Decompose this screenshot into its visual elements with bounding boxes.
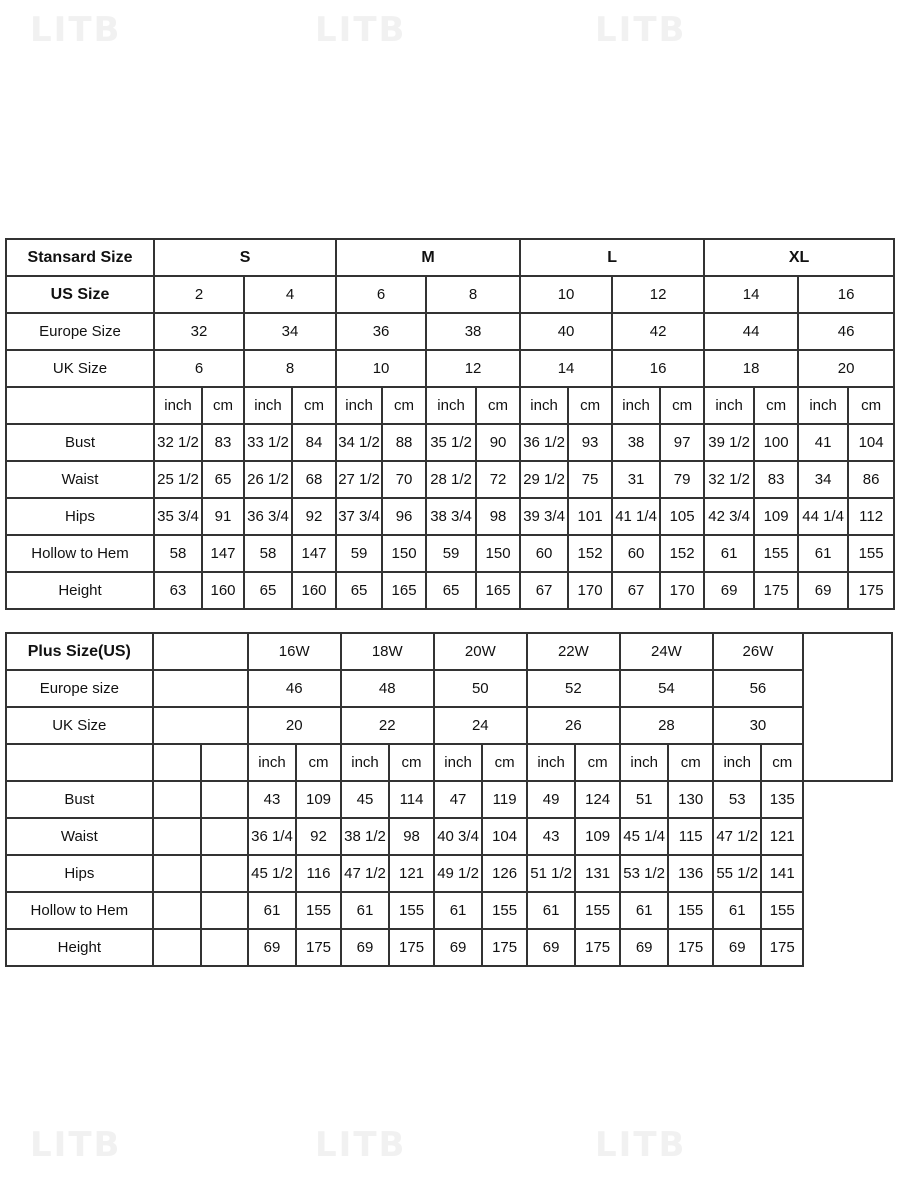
uk-size-label: UK Size xyxy=(6,350,154,387)
measurement-value: 53 1/2 xyxy=(620,855,669,892)
measurement-value: 105 xyxy=(660,498,704,535)
measurement-value: 61 xyxy=(620,892,669,929)
measurement-value: 150 xyxy=(382,535,426,572)
plus-eu-cell: 50 xyxy=(434,670,527,707)
us-size-row xyxy=(6,276,894,313)
measurement-value: 69 xyxy=(341,929,390,966)
plus-measurement-row xyxy=(6,929,892,966)
measurement-value: 31 xyxy=(612,461,660,498)
unit-cm-header: cm xyxy=(668,744,713,781)
measurement-value: 160 xyxy=(202,572,244,609)
measurement-row xyxy=(6,572,894,609)
measurement-value: 155 xyxy=(761,892,802,929)
measurement-value: 93 xyxy=(568,424,612,461)
measurement-value: 141 xyxy=(761,855,802,892)
us-size-label: US Size xyxy=(6,276,154,313)
uk-size-cell: 8 xyxy=(244,350,336,387)
measurement-value: 84 xyxy=(292,424,336,461)
measurement-label: Waist xyxy=(6,461,154,498)
uk-size-cell: 14 xyxy=(520,350,612,387)
measurement-value: 38 3/4 xyxy=(426,498,476,535)
plus-us-size-cell: 26W xyxy=(713,633,803,670)
measurement-value: 152 xyxy=(568,535,612,572)
measurement-value: 41 xyxy=(798,424,848,461)
measurement-value: 67 xyxy=(520,572,568,609)
measurement-value: 90 xyxy=(476,424,520,461)
plus-size-table xyxy=(5,632,893,967)
size-group-m: M xyxy=(336,239,520,276)
measurement-value: 38 1/2 xyxy=(341,818,390,855)
plus-blank-cell xyxy=(201,818,248,855)
measurement-value: 49 xyxy=(527,781,576,818)
plus-eu-label: Europe size xyxy=(6,670,153,707)
measurement-value: 165 xyxy=(476,572,520,609)
measurement-row xyxy=(6,424,894,461)
measurement-value: 69 xyxy=(798,572,848,609)
unit-inch-header: inch xyxy=(248,744,297,781)
plus-blank-cell xyxy=(153,929,202,966)
eu-size-cell: 34 xyxy=(244,313,336,350)
measurement-value: 51 1/2 xyxy=(527,855,576,892)
measurement-label: Waist xyxy=(6,818,153,855)
unit-inch-header: inch xyxy=(798,387,848,424)
eu-size-row xyxy=(6,313,894,350)
us-size-cell: 6 xyxy=(336,276,426,313)
measurement-value: 44 1/4 xyxy=(798,498,848,535)
plus-unit-row xyxy=(6,744,892,781)
measurement-value: 175 xyxy=(482,929,527,966)
eu-size-cell: 46 xyxy=(798,313,894,350)
eu-size-cell: 44 xyxy=(704,313,798,350)
plus-measurement-row xyxy=(6,892,892,929)
measurement-value: 33 1/2 xyxy=(244,424,292,461)
measurement-value: 61 xyxy=(434,892,483,929)
measurement-row xyxy=(6,498,894,535)
eu-size-cell: 40 xyxy=(520,313,612,350)
measurement-value: 104 xyxy=(848,424,894,461)
watermark-logo: LITB xyxy=(595,10,687,50)
measurement-label: Bust xyxy=(6,424,154,461)
measurement-value: 147 xyxy=(292,535,336,572)
us-size-cell: 2 xyxy=(154,276,244,313)
measurement-value: 55 1/2 xyxy=(713,855,762,892)
measurement-value: 65 xyxy=(336,572,382,609)
measurement-value: 35 3/4 xyxy=(154,498,202,535)
measurement-label: Height xyxy=(6,929,153,966)
measurement-value: 47 xyxy=(434,781,483,818)
plus-measurement-row xyxy=(6,855,892,892)
measurement-value: 155 xyxy=(482,892,527,929)
measurement-value: 65 xyxy=(202,461,244,498)
unit-inch-header: inch xyxy=(244,387,292,424)
measurement-value: 40 3/4 xyxy=(434,818,483,855)
measurement-value: 92 xyxy=(296,818,341,855)
measurement-value: 69 xyxy=(704,572,754,609)
measurement-value: 175 xyxy=(848,572,894,609)
unit-cm-header: cm xyxy=(482,744,527,781)
plus-blank-cell xyxy=(153,633,248,670)
measurement-value: 130 xyxy=(668,781,713,818)
measurement-value: 67 xyxy=(612,572,660,609)
measurement-value: 119 xyxy=(482,781,527,818)
plus-blank-cell xyxy=(201,744,248,781)
uk-size-cell: 10 xyxy=(336,350,426,387)
unit-inch-header: inch xyxy=(520,387,568,424)
measurement-value: 45 1/4 xyxy=(620,818,669,855)
measurement-label: Bust xyxy=(6,781,153,818)
unit-inch-header: inch xyxy=(704,387,754,424)
measurement-value: 101 xyxy=(568,498,612,535)
plus-us-size-cell: 22W xyxy=(527,633,620,670)
measurement-value: 45 1/2 xyxy=(248,855,297,892)
size-group-xl: XL xyxy=(704,239,894,276)
plus-uk-cell: 26 xyxy=(527,707,620,744)
unit-cm-header: cm xyxy=(660,387,704,424)
measurement-value: 175 xyxy=(296,929,341,966)
watermark-logo: LITB xyxy=(30,1125,122,1165)
unit-cm-header: cm xyxy=(476,387,520,424)
measurement-value: 34 xyxy=(798,461,848,498)
plus-measurement-row xyxy=(6,781,892,818)
measurement-row xyxy=(6,535,894,572)
plus-eu-row xyxy=(6,670,892,707)
measurement-value: 34 1/2 xyxy=(336,424,382,461)
measurement-value: 47 1/2 xyxy=(341,855,390,892)
measurement-value: 112 xyxy=(848,498,894,535)
measurement-value: 47 1/2 xyxy=(713,818,762,855)
plus-empty-column xyxy=(803,633,892,781)
measurement-value: 51 xyxy=(620,781,669,818)
plus-eu-cell: 56 xyxy=(713,670,803,707)
plus-uk-label: UK Size xyxy=(6,707,153,744)
measurement-value: 155 xyxy=(668,892,713,929)
measurement-value: 27 1/2 xyxy=(336,461,382,498)
measurement-value: 79 xyxy=(660,461,704,498)
measurement-label: Height xyxy=(6,572,154,609)
plus-eu-cell: 48 xyxy=(341,670,434,707)
measurement-value: 35 1/2 xyxy=(426,424,476,461)
unit-inch-header: inch xyxy=(336,387,382,424)
watermark-logo: LITB xyxy=(30,10,122,50)
measurement-value: 83 xyxy=(754,461,798,498)
measurement-value: 69 xyxy=(620,929,669,966)
measurement-value: 39 3/4 xyxy=(520,498,568,535)
measurement-value: 61 xyxy=(527,892,576,929)
us-size-cell: 14 xyxy=(704,276,798,313)
plus-uk-cell: 28 xyxy=(620,707,713,744)
measurement-value: 53 xyxy=(713,781,762,818)
measurement-value: 42 3/4 xyxy=(704,498,754,535)
measurement-value: 39 1/2 xyxy=(704,424,754,461)
measurement-value: 135 xyxy=(761,781,802,818)
eu-size-label: Europe Size xyxy=(6,313,154,350)
plus-blank-cell xyxy=(201,855,248,892)
unit-inch-header: inch xyxy=(620,744,669,781)
plus-header-label: Plus Size(US) xyxy=(6,633,153,670)
unit-cm-header: cm xyxy=(202,387,244,424)
measurement-value: 65 xyxy=(426,572,476,609)
plus-blank-cell xyxy=(153,818,202,855)
measurement-value: 96 xyxy=(382,498,426,535)
measurement-value: 58 xyxy=(154,535,202,572)
measurement-value: 61 xyxy=(713,892,762,929)
plus-us-size-cell: 20W xyxy=(434,633,527,670)
uk-size-cell: 16 xyxy=(612,350,704,387)
measurement-value: 28 1/2 xyxy=(426,461,476,498)
measurement-value: 25 1/2 xyxy=(154,461,202,498)
measurement-value: 69 xyxy=(527,929,576,966)
measurement-value: 37 3/4 xyxy=(336,498,382,535)
measurement-label: Hips xyxy=(6,498,154,535)
eu-size-cell: 38 xyxy=(426,313,520,350)
us-size-cell: 12 xyxy=(612,276,704,313)
unit-cm-header: cm xyxy=(296,744,341,781)
measurement-value: 104 xyxy=(482,818,527,855)
measurement-value: 114 xyxy=(389,781,434,818)
measurement-value: 60 xyxy=(520,535,568,572)
measurement-value: 97 xyxy=(660,424,704,461)
measurement-value: 147 xyxy=(202,535,244,572)
measurement-value: 32 1/2 xyxy=(154,424,202,461)
uk-size-cell: 18 xyxy=(704,350,798,387)
plus-blank-cell xyxy=(153,670,248,707)
standard-header-row xyxy=(6,239,894,276)
plus-uk-cell: 24 xyxy=(434,707,527,744)
measurement-label: Hollow to Hem xyxy=(6,892,153,929)
measurement-value: 65 xyxy=(244,572,292,609)
measurement-value: 29 1/2 xyxy=(520,461,568,498)
unit-cm-header: cm xyxy=(848,387,894,424)
measurement-label: Hollow to Hem xyxy=(6,535,154,572)
measurement-value: 100 xyxy=(754,424,798,461)
plus-blank-cell xyxy=(153,781,202,818)
eu-size-cell: 36 xyxy=(336,313,426,350)
uk-size-cell: 20 xyxy=(798,350,894,387)
measurement-value: 155 xyxy=(389,892,434,929)
unit-inch-header: inch xyxy=(713,744,762,781)
measurement-value: 116 xyxy=(296,855,341,892)
unit-cm-header: cm xyxy=(389,744,434,781)
plus-blank-cell xyxy=(153,855,202,892)
measurement-value: 170 xyxy=(568,572,612,609)
measurement-value: 60 xyxy=(612,535,660,572)
plus-eu-cell: 46 xyxy=(248,670,341,707)
measurement-value: 49 1/2 xyxy=(434,855,483,892)
unit-row-blank xyxy=(6,387,154,424)
eu-size-cell: 42 xyxy=(612,313,704,350)
unit-inch-header: inch xyxy=(612,387,660,424)
measurement-value: 43 xyxy=(527,818,576,855)
unit-row-blank xyxy=(6,744,153,781)
measurement-value: 41 1/4 xyxy=(612,498,660,535)
measurement-value: 109 xyxy=(754,498,798,535)
measurement-value: 124 xyxy=(575,781,620,818)
measurement-value: 61 xyxy=(341,892,390,929)
measurement-value: 165 xyxy=(382,572,426,609)
plus-uk-row xyxy=(6,707,892,744)
measurement-value: 92 xyxy=(292,498,336,535)
plus-eu-cell: 54 xyxy=(620,670,713,707)
measurement-value: 155 xyxy=(754,535,798,572)
measurement-value: 131 xyxy=(575,855,620,892)
us-size-cell: 4 xyxy=(244,276,336,313)
unit-cm-header: cm xyxy=(575,744,620,781)
measurement-value: 152 xyxy=(660,535,704,572)
measurement-value: 98 xyxy=(389,818,434,855)
measurement-value: 68 xyxy=(292,461,336,498)
measurement-value: 170 xyxy=(660,572,704,609)
measurement-value: 69 xyxy=(434,929,483,966)
measurement-value: 86 xyxy=(848,461,894,498)
measurement-value: 121 xyxy=(761,818,802,855)
plus-blank-cell xyxy=(201,781,248,818)
unit-inch-header: inch xyxy=(154,387,202,424)
plus-blank-cell xyxy=(201,892,248,929)
measurement-value: 36 1/2 xyxy=(520,424,568,461)
measurement-value: 38 xyxy=(612,424,660,461)
unit-cm-header: cm xyxy=(568,387,612,424)
measurement-value: 58 xyxy=(244,535,292,572)
measurement-value: 175 xyxy=(575,929,620,966)
measurement-row xyxy=(6,461,894,498)
unit-row xyxy=(6,387,894,424)
plus-header-row xyxy=(6,633,892,670)
measurement-value: 175 xyxy=(754,572,798,609)
unit-cm-header: cm xyxy=(754,387,798,424)
unit-inch-header: inch xyxy=(434,744,483,781)
eu-size-cell: 32 xyxy=(154,313,244,350)
measurement-value: 75 xyxy=(568,461,612,498)
plus-uk-cell: 30 xyxy=(713,707,803,744)
measurement-value: 88 xyxy=(382,424,426,461)
measurement-value: 45 xyxy=(341,781,390,818)
us-size-cell: 16 xyxy=(798,276,894,313)
measurement-label: Hips xyxy=(6,855,153,892)
measurement-value: 69 xyxy=(713,929,762,966)
measurement-value: 36 3/4 xyxy=(244,498,292,535)
unit-inch-header: inch xyxy=(426,387,476,424)
measurement-value: 160 xyxy=(292,572,336,609)
watermark-logo: LITB xyxy=(315,10,407,50)
plus-blank-cell xyxy=(201,929,248,966)
unit-cm-header: cm xyxy=(382,387,426,424)
measurement-value: 109 xyxy=(296,781,341,818)
watermark-logo: LITB xyxy=(315,1125,407,1165)
measurement-value: 155 xyxy=(575,892,620,929)
measurement-value: 43 xyxy=(248,781,297,818)
measurement-value: 155 xyxy=(296,892,341,929)
measurement-value: 59 xyxy=(426,535,476,572)
unit-cm-header: cm xyxy=(292,387,336,424)
plus-uk-cell: 22 xyxy=(341,707,434,744)
measurement-value: 61 xyxy=(704,535,754,572)
measurement-value: 61 xyxy=(248,892,297,929)
us-size-cell: 10 xyxy=(520,276,612,313)
measurement-value: 126 xyxy=(482,855,527,892)
size-group-s: S xyxy=(154,239,336,276)
plus-blank-cell xyxy=(153,892,202,929)
plus-blank-cell xyxy=(153,744,202,781)
unit-cm-header: cm xyxy=(761,744,802,781)
measurement-value: 98 xyxy=(476,498,520,535)
unit-inch-header: inch xyxy=(527,744,576,781)
uk-size-cell: 6 xyxy=(154,350,244,387)
us-size-cell: 8 xyxy=(426,276,520,313)
measurement-value: 91 xyxy=(202,498,244,535)
standard-header-label: Stansard Size xyxy=(6,239,154,276)
measurement-value: 70 xyxy=(382,461,426,498)
measurement-value: 175 xyxy=(668,929,713,966)
measurement-value: 69 xyxy=(248,929,297,966)
measurement-value: 109 xyxy=(575,818,620,855)
measurement-value: 63 xyxy=(154,572,202,609)
measurement-value: 36 1/4 xyxy=(248,818,297,855)
plus-us-size-cell: 16W xyxy=(248,633,341,670)
measurement-value: 72 xyxy=(476,461,520,498)
standard-size-table xyxy=(5,238,895,610)
measurement-value: 136 xyxy=(668,855,713,892)
unit-inch-header: inch xyxy=(341,744,390,781)
plus-uk-cell: 20 xyxy=(248,707,341,744)
uk-size-row xyxy=(6,350,894,387)
measurement-value: 150 xyxy=(476,535,520,572)
watermark-logo: LITB xyxy=(595,1125,687,1165)
plus-measurement-row xyxy=(6,818,892,855)
measurement-value: 175 xyxy=(389,929,434,966)
measurement-value: 115 xyxy=(668,818,713,855)
plus-eu-cell: 52 xyxy=(527,670,620,707)
measurement-value: 175 xyxy=(761,929,802,966)
measurement-value: 121 xyxy=(389,855,434,892)
plus-us-size-cell: 24W xyxy=(620,633,713,670)
measurement-value: 155 xyxy=(848,535,894,572)
measurement-value: 32 1/2 xyxy=(704,461,754,498)
measurement-value: 26 1/2 xyxy=(244,461,292,498)
uk-size-cell: 12 xyxy=(426,350,520,387)
measurement-value: 59 xyxy=(336,535,382,572)
plus-blank-cell xyxy=(153,707,248,744)
measurement-value: 83 xyxy=(202,424,244,461)
measurement-value: 61 xyxy=(798,535,848,572)
size-group-l: L xyxy=(520,239,704,276)
plus-us-size-cell: 18W xyxy=(341,633,434,670)
